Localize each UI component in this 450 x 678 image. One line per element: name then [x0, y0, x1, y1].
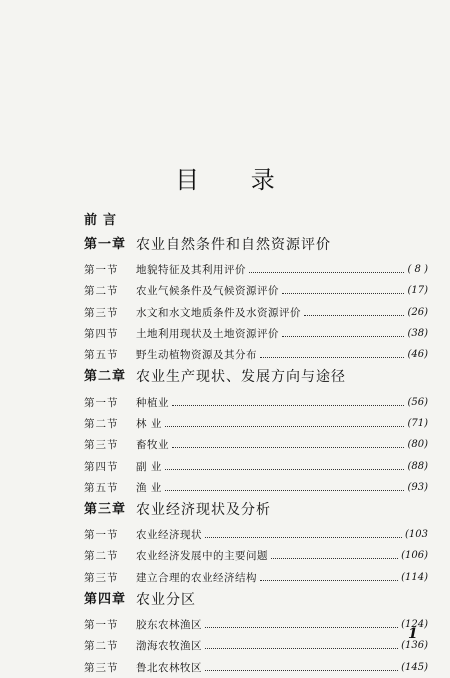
dot-leader [205, 670, 398, 671]
dot-leader [304, 315, 404, 316]
section-label: 第一节 [84, 529, 119, 542]
section-page-number: (106) [401, 550, 428, 562]
section-title: 渔 业 [136, 481, 162, 494]
chapter-heading[interactable] [84, 233, 428, 257]
dot-leader [260, 580, 398, 581]
section-page-number: (26) [407, 306, 428, 318]
section-title: 土地利用现状及土地资源评价 [136, 328, 279, 341]
section-entry[interactable] [84, 656, 428, 677]
section-label: 第二节 [84, 550, 119, 563]
chapter-label: 第二章 [84, 369, 127, 385]
section-page-number: (124) [401, 619, 428, 630]
chapter-label: 第三章 [84, 501, 127, 517]
section-title: 渤海农牧渔区 [136, 640, 202, 653]
section-title: 农业经济发展中的主要问题 [136, 550, 268, 563]
dot-leader [205, 648, 398, 649]
section-label: 第一节 [84, 396, 119, 409]
section-page-number: (80) [407, 439, 428, 451]
chapter-label: 第四章 [84, 591, 127, 607]
section-page-number: (38) [407, 328, 428, 340]
section-page-number: (56) [407, 396, 428, 408]
section-page-number: (103 [405, 529, 428, 541]
section-page-number: ( 8 ) [407, 264, 428, 276]
chapter-list [84, 233, 428, 678]
section-title: 畜牧业 [136, 439, 169, 452]
section-entry[interactable] [84, 434, 428, 455]
section-label: 第三节 [84, 439, 119, 452]
section-page-number: (17) [407, 285, 428, 297]
section-title: 农业经济现状 [136, 529, 202, 542]
section-page-number: (71) [407, 417, 428, 429]
section-entry[interactable] [84, 524, 428, 545]
section-entry[interactable] [84, 567, 428, 588]
section-label: 第二节 [84, 640, 119, 653]
section-entry[interactable] [84, 344, 428, 365]
section-title: 建立合理的农业经济结构 [136, 571, 257, 584]
section-entry[interactable] [84, 635, 428, 656]
dot-leader [260, 357, 404, 358]
section-label: 第四节 [84, 328, 119, 341]
section-title: 水文和水文地质条件及水资源评价 [136, 306, 301, 319]
section-label: 第五节 [84, 349, 119, 362]
section-label: 第四节 [84, 460, 119, 473]
section-label: 第五节 [84, 481, 119, 494]
section-entry[interactable] [84, 280, 428, 301]
dot-leader [165, 426, 405, 427]
section-title: 种植业 [136, 396, 169, 409]
section-label: 第三节 [84, 571, 119, 584]
section-title: 鲁北农林牧区 [136, 661, 202, 674]
section-title: 胶东农林渔区 [136, 619, 202, 631]
section-entry[interactable] [84, 391, 428, 412]
section-page-number: (88) [407, 460, 428, 472]
chapter-label: 第一章 [84, 237, 127, 252]
dot-leader [205, 627, 398, 628]
section-title: 地貌特征及其利用评价 [136, 264, 246, 277]
dot-leader [172, 405, 404, 406]
section-entry[interactable] [84, 614, 428, 635]
dot-leader [165, 469, 405, 470]
dot-leader [271, 558, 398, 559]
table-of-contents [84, 209, 428, 678]
chapter-heading[interactable] [84, 365, 428, 389]
chapter-title: 农业分区 [136, 591, 196, 608]
chapter-title: 农业自然条件和自然资源评价 [136, 237, 331, 253]
section-title: 野生动植物资源及其分布 [136, 349, 257, 362]
section-page-number: (46) [407, 349, 428, 361]
toc-title: 目 录 [175, 166, 297, 194]
section-entry[interactable] [84, 545, 428, 566]
section-label: 第二节 [84, 285, 119, 298]
chapter-title: 农业生产现状、发展方向与途径 [136, 369, 346, 386]
chapter-heading[interactable] [84, 588, 428, 612]
section-page-number: (136) [401, 640, 428, 652]
dot-leader [205, 537, 402, 538]
section-label: 第一节 [84, 619, 119, 631]
section-label: 第二节 [84, 417, 119, 430]
chapter-title: 农业经济现状及分析 [136, 501, 271, 518]
section-entry[interactable] [84, 323, 428, 344]
section-label: 第三节 [84, 306, 119, 319]
section-entry[interactable] [84, 259, 428, 280]
section-page-number: (114) [401, 571, 428, 583]
section-entry[interactable] [84, 455, 428, 476]
section-page-number: (93) [407, 481, 428, 493]
chapter-heading[interactable] [84, 498, 428, 522]
section-title: 副 业 [136, 460, 162, 473]
section-entry[interactable] [84, 477, 428, 498]
dot-leader [282, 293, 404, 294]
dot-leader [172, 447, 404, 448]
section-entry[interactable] [84, 302, 428, 323]
section-label: 第一节 [84, 264, 119, 277]
dot-leader [249, 272, 404, 273]
preface-entry[interactable]: 前言 [84, 213, 123, 228]
section-title: 林 业 [136, 417, 162, 430]
section-page-number: (145) [401, 661, 428, 673]
dot-leader [165, 490, 405, 491]
section-title: 农业气候条件及气候资源评价 [136, 285, 279, 298]
dot-leader [282, 336, 404, 337]
section-entry[interactable] [84, 413, 428, 434]
page-number: 1 [408, 626, 418, 642]
section-label: 第三节 [84, 661, 119, 674]
